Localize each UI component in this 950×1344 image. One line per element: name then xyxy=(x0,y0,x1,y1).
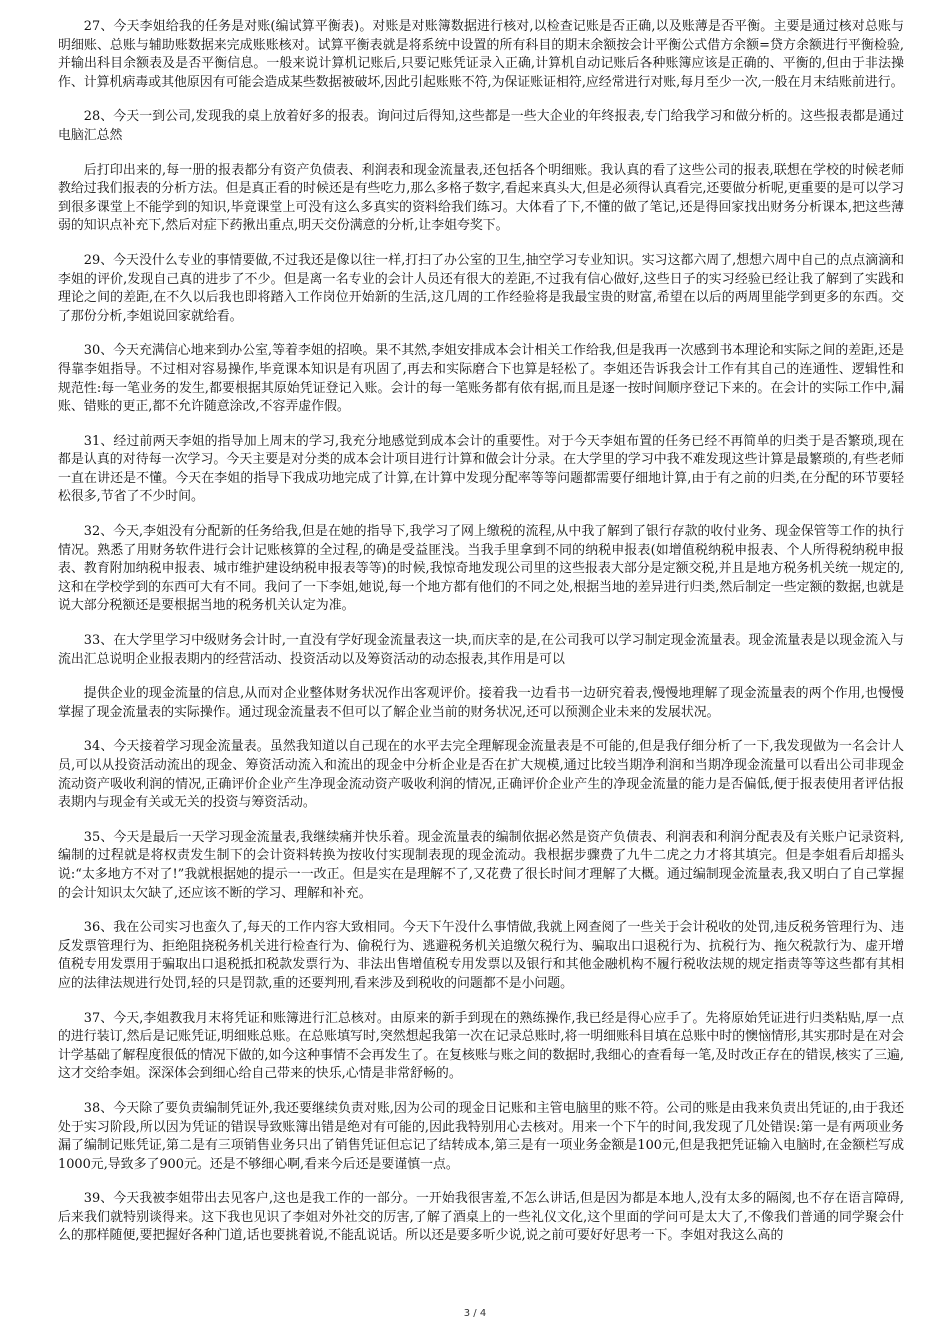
paragraph-29: 29、今天没什么专业的事情要做,不过我还是像以往一样,打扫了办公室的卫生,抽空学习专业知识。实习这都六周了,想想六周中自己的点点滴滴和李姐的评价,发现自己真的进步了不少。但是离一名专业的会计人员还有很大的差距,不过我有信心做好,这些日子的实习经验已经让我了解到了实践和理论之间的差距,在不久以后我也即将踏入工作岗位开始新的生活,这几周的工作经验将是我最宝贵的财富,希望在以后的两周里能学到更多的东西。交了那份分析,李姐说回家就给看。 xyxy=(58,252,904,324)
paragraph-30: 30、今天充满信心地来到办公室,等着李姐的招唤。果不其然,李姐安排成本会计相关工作给我,但是我再一次感到书本理论和实际之间的差距,还是得靠李姐指导。不过相对容易操作,毕竟课本知识是有巩固了,再去和实际磨合下也算是轻松了。李姐还告诉我会计工作有其自己的连通性、逻辑性和规范性:每一笔业务的发生,都要根据其原始凭证登记入账。会计的每一笔账务都有依有据,而且是逐一按时间顺序登记下来的。在会计的实际工作中,漏账、错账的更正,都不允许随意涂改,不容弄虚作假。 xyxy=(58,343,904,415)
paragraph-33: 33、在大学里学习中级财务会计时,一直没有学好现金流量表这一块,而庆幸的是,在公司我可以学习制定现金流量表。现金流量表是以现金流入与流出汇总说明企业报表期内的经营活动、投资活动以及筹资活动的动态报表,其作用是可以 xyxy=(58,633,904,667)
paragraph-28-continued: 后打印出来的,每一册的报表都分有资产负债表、利润表和现金流量表,还包括各个明细账。我认真的看了这些公司的报表,联想在学校的时候老师教给过我们报表的分析方法。但是真正看的时候还是有些吃力,那么多格子数字,看起来真头大,但是必须得认真看完,还要做分析呢,更重要的是可以学习到很多课堂上不能学到的知识,毕竟课堂上可没有这么多真实的资料给我们练习。大体看了下,不懂的做了笔记,还是得回家找出财务分析课本,把这些薄弱的知识点补充下,然后对症下药揪出重点,明天交份满意的分析,让李姐夸奖下。 xyxy=(58,162,904,234)
paragraph-38: 38、今天除了要负责编制凭证外,我还要继续负责对账,因为公司的现金日记账和主管电脑里的账不符。公司的账是由我来负责出凭证的,由于我还处于实习阶段,所以因为凭证的错误导致账簿出错是绝对有可能的,因此我特别用心去核对。用来一个下午的时间,我发现了几处错误:第一是有两项业务漏了编制记账凭证,第二是有三项销售业务只出了销售凭证但忘记了结转成本,第三是有一项业务金额是100元,但是我把凭证输入电脑时,在金额栏写成1000元,导致多了900元。还是不够细心啊,看来今后还是要谨慎一点。 xyxy=(58,1100,904,1172)
page-number: 3 / 4 xyxy=(463,1308,487,1319)
paragraph-32: 32、今天,李姐没有分配新的任务给我,但是在她的指导下,我学习了网上缴税的流程,从中我了解到了银行存款的收付业务、现金保管等工作的执行情况。熟悉了用财务软件进行会计记账核算的全过程,的确是受益匪浅。当我手里拿到不同的纳税申报表(如增值税纳税申报表、个人所得税纳税申报表、教育附加纳税申报表、城市维护建设纳税申报表等等)的时候,我惊奇地发现公司里的这些报表大部分是定额交税,并且是地方税务机关统一规定的,这和在学校学到的东西可大有不同。我问了一下李姐,她说,每一个地方都有他们的不同之处,根据当地的差异进行归类,然后制定一些定额的数据,也就是说大部分税额还是要根据当地的税务机关认定为准。 xyxy=(58,524,904,614)
document-body xyxy=(58,18,904,1262)
paragraph-27: 27、今天李姐给我的任务是对账(编试算平衡表)。对账是对账簿数据进行核对,以检查记账是否正确,以及账薄是否平衡。主要是通过核对总账与明细账、总账与辅助账数据来完成账账核对。试算平衡表就是将系统中设置的所有科目的期末余额按会计平衡公式借方余额=贷方余额进行平衡检验,并输出科目余额表及是否平衡信息。一般来说计算机记账后,只要记账凭证录入正确,计算机自动记账后各种账簿应该是正确的、平衡的,但由于非法操作、计算机病毒或其他原因有可能会造成某些数据被破坏,因此引起账账不符,为保证账证相符,应经常进行对账,每月至少一次,一般在月末结账前进行。 xyxy=(58,19,904,90)
paragraph-31: 31、经过前两天李姐的指导加上周末的学习,我充分地感觉到成本会计的重要性。对于今天李姐布置的任务已经不再简单的归类于是否繁琐,现在都是认真的对待每一次学习。今天主要是对分类的成本会计项目进行计算和做会计分录。在大学里的学习中我不难发现这些计算是最繁琐的,有些老师一直在讲还是不懂。今天在李姐的指导下我成功地完成了计算,在计算中发现分配率等等问题都需要仔细地计算,由于有之前的归类,在分配的环节要轻松很多,节省了不少时间。 xyxy=(58,433,904,505)
paragraph-33-continued: 提供企业的现金流量的信息,从而对企业整体财务状况作出客观评价。接着我一边看书一边研究着表,慢慢地理解了现金流量表的两个作用,也慢慢掌握了现金流量表的实际操作。通过现金流量表不但可以了解企业当前的财务状况,还可以预测企业未来的发展状况。 xyxy=(58,686,904,720)
paragraph-28: 28、今天一到公司,发现我的桌上放着好多的报表。询问过后得知,这些都是一些大企业的年终报表,专门给我学习和做分析的。这些报表都是通过电脑汇总然 xyxy=(58,109,904,143)
paragraph-35: 35、今天是最后一天学习现金流量表,我继续痛并快乐着。现金流量表的编制依据必然是资产负债表、利润表和利润分配表及有关账户记录资料,编制的过程就是将权责发生制下的会计资料转换为按收付实现制表现的现金流动。我根据步骤费了九牛二虎之力才将其填完。但是李姐看后却摇头说:“太多地方不对了!”我就根据她的提示一一改正。但是实在是理解不了,又花费了很长时间才理解了大概。通过编制现金流量表,我又明白了自己掌握的会计知识太欠缺了,还应该不断的学习、理解和补充。 xyxy=(58,829,904,901)
paragraph-39: 39、今天我被李姐带出去见客户,这也是我工作的一部分。一开始我很害羞,不怎么讲话,但是因为都是本地人,没有太多的隔阂,也不存在语言障碍,后来我们就特别谈得来。这下我也见识了李姐对外社交的厉害,了解了酒桌上的一些礼仪文化,这个里面的学问可是太大了,不像我们普通的同学聚会什么的那样随便,要把握好各种门道,话也要挑着说,不能乱说话。所以还是要多听少说,说之前可要好好思考一下。李姐对我这么高的 xyxy=(58,1191,904,1244)
paragraph-34: 34、今天接着学习现金流量表。虽然我知道以自己现在的水平去完全理解现金流量表是不可能的,但是我仔细分析了一下,我发现做为一名会计人员,可以从投资活动流出的现金、筹资活动流入和流出的现金中分析企业是否在扩大规模,通过比较当期净利润和当期净现金流量可以看出公司非现金流动资产吸收利润的情况,正确评价企业产生净现金流动资产吸收利润的情况,正确评价企业产生的净现金流量的能力是否偏低,便于报表使用者评估报表期内与现金有关或无关的投资与筹资活动。 xyxy=(58,739,904,811)
paragraph-37: 37、今天,李姐教我月末将凭证和账簿进行汇总核对。由原来的新手到现在的熟练操作,我已经是得心应手了。先将原始凭证进行归类粘贴,厚一点的进行装订,然后是记账凭证,明细账总账。在总账填写时,突然想起我第一次在记录总账时,将一明细账科目填在总账中时的懊恼情形,其实那时是在对会计学基础了解程度很低的情况下做的,如今这种事情不会再发生了。在复核账与账之间的数据时,我细心的查看每一笔,及时改正存在的错误,核实了三遍,这才交给李姐。深深体会到细心给自己带来的快乐,心情是非常舒畅的。 xyxy=(58,1010,904,1082)
paragraph-36: 36、我在公司实习也蛮久了,每天的工作内容大致相同。今天下午没什么事情做,我就上网查阅了一些关于会计税收的处罚,违反税务管理行为、违反发票管理行为、拒绝阻挠税务机关进行检查行为、偷税行为、逃避税务机关追缴欠税行为、骗取出口退税行为、抗税行为、拖欠税款行为、虚开增值税专用发票用于骗取出口退税抵扣税款发票行为、非法出售增值税专用发票以及银行和其他金融机构不履行税收法规的规定指责等等这些都有其相应的法律法规进行处罚,轻的只是罚款,重的还要判刑,看来涉及到税收的问题都不是小问题。 xyxy=(58,920,904,991)
